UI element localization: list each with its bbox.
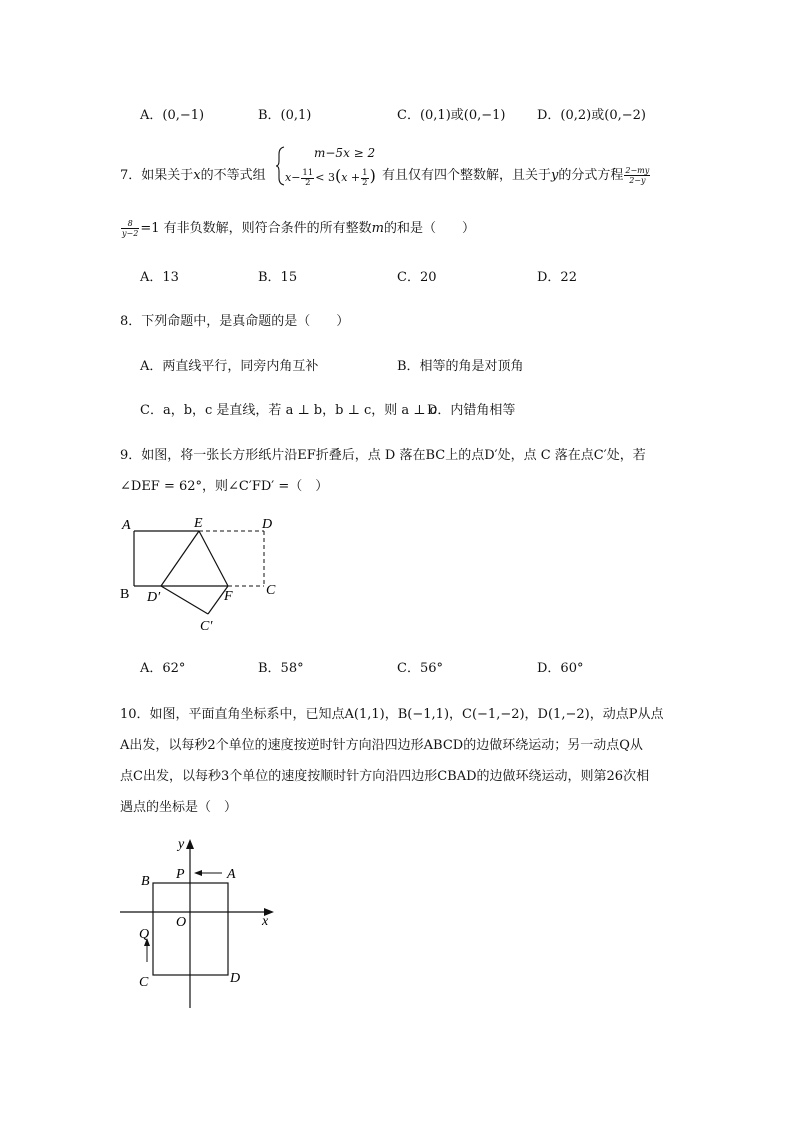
q9-line-1: 9．如图，将一张长方形纸片沿EF折叠后，点 D 落在BC上的点D′处，点 C 落在点C′处，若 bbox=[120, 448, 646, 463]
q10-line-3: 点C出发，以每秒3个单位的速度按顺时针方向沿四边形CBAD的边做环绕运动，则第26次相 bbox=[120, 769, 650, 784]
q7-ineq2-paren-var: x + bbox=[341, 171, 361, 184]
q9-fold-diagram bbox=[110, 510, 295, 635]
q7-ineq2-lhs: x− bbox=[285, 171, 301, 184]
q7-text-1: 的不等式组 bbox=[200, 168, 266, 183]
frac-den: 2 bbox=[362, 177, 368, 188]
q6-option-c: C．(0,1)或(0,−1) bbox=[397, 108, 506, 123]
q9-line-2: ∠DEF = 62°，则∠C′FD′ =（ ） bbox=[120, 479, 329, 494]
q8-option-d: D．内错角相等 bbox=[427, 403, 516, 418]
q7-inequality-1: m−5x ≥ 2 bbox=[314, 146, 376, 160]
q7-text-5: 的和是（ ） bbox=[383, 221, 475, 236]
frac-num: 11 bbox=[302, 167, 314, 178]
q9-label-f: F bbox=[224, 589, 233, 604]
q10-label-b: B bbox=[141, 874, 150, 889]
q9-label-a: A bbox=[122, 518, 131, 533]
q9-label-d-prime: D′ bbox=[147, 590, 161, 605]
q10-label-c: C bbox=[139, 975, 149, 990]
q7-option-b: B．15 bbox=[258, 270, 298, 285]
q10-line-4: 遇点的坐标是（ ） bbox=[120, 800, 238, 815]
frac-num: 1 bbox=[362, 167, 368, 178]
q10-label-a: A bbox=[227, 867, 236, 882]
q9-option-d: D．60° bbox=[537, 661, 584, 676]
q7-line-2 bbox=[120, 217, 475, 238]
q7-paren-open: ( bbox=[334, 166, 342, 185]
q7-prefix: 7．如果关于 bbox=[120, 168, 194, 183]
q7-text-4: =1 有非负数解，则符合条件的所有整数 bbox=[140, 221, 372, 236]
q7-var-x: x bbox=[193, 168, 201, 183]
q7-line-1-rest bbox=[382, 164, 651, 185]
q10-p-arrow-icon bbox=[194, 870, 202, 876]
q10-label-y: y bbox=[178, 837, 185, 852]
q10-line-1: 10．如图，平面直角坐标系中，已知点A(1,1)，B(−1,1)，C(−1,−2)，D(1,−2)，动点P从点 bbox=[120, 707, 664, 722]
q7-text-2: 有且仅有四个整数解，且关于 bbox=[382, 168, 552, 183]
q8-option-c: C．a，b，c 是直线，若 a ⊥ b，b ⊥ c，则 a ⊥ c bbox=[140, 403, 437, 418]
q7-ineq2-frac bbox=[301, 169, 314, 188]
q7-line-1 bbox=[120, 164, 266, 183]
q6-option-a: A．(0,−1) bbox=[140, 108, 205, 123]
q9-label-b: B bbox=[120, 587, 130, 602]
q9-edge-ef bbox=[199, 531, 228, 586]
q9-edge-ed-prime bbox=[161, 531, 199, 586]
q9-label-d: D bbox=[262, 517, 273, 532]
q7-var-m: m bbox=[371, 221, 384, 236]
q9-option-b: B．58° bbox=[258, 661, 304, 676]
frac-den: 2−y bbox=[629, 176, 646, 185]
frac-den: 2 bbox=[305, 177, 311, 188]
q9-option-c: C．56° bbox=[397, 661, 443, 676]
q10-label-d: D bbox=[230, 971, 241, 986]
q7-inequality-2 bbox=[285, 166, 376, 188]
q7-text-3: 的分式方程 bbox=[558, 168, 624, 183]
q6-option-d: D．(0,2)或(0,−2) bbox=[537, 108, 646, 123]
q9-label-c: C bbox=[266, 583, 276, 598]
q7-var-y: y bbox=[551, 168, 559, 183]
frac-num: 8 bbox=[121, 219, 139, 229]
q7-ineq2-paren-frac bbox=[361, 169, 368, 188]
q9-label-e: E bbox=[194, 516, 203, 531]
q8-option-a: A．两直线平行，同旁内角互补 bbox=[140, 359, 319, 374]
q10-y-axis-arrow-icon bbox=[186, 839, 194, 849]
q9-label-c-prime: C′ bbox=[200, 619, 213, 634]
q10-label-o: O bbox=[176, 915, 187, 930]
q10-label-q: Q bbox=[139, 927, 150, 942]
frac-num: 2−my bbox=[625, 166, 650, 175]
q7-fraction-2 bbox=[121, 219, 139, 238]
q7-paren-close: ) bbox=[369, 166, 376, 185]
q6-option-b: B．(0,1) bbox=[258, 108, 312, 123]
q10-coordinate-diagram bbox=[110, 830, 290, 1015]
q8-stem: 8．下列命题中，是真命题的是（ ） bbox=[120, 314, 350, 329]
q10-label-p: P bbox=[176, 867, 185, 882]
q9-option-a: A．62° bbox=[140, 661, 186, 676]
q10-line-2: A出发，以每秒2个单位的速度按逆时针方向沿四边形ABCD的边做环绕运动；另一动点Q从 bbox=[120, 738, 643, 753]
q7-option-d: D．22 bbox=[537, 270, 577, 285]
q8-option-b: B．相等的角是对顶角 bbox=[397, 359, 524, 374]
frac-den: y−2 bbox=[122, 229, 139, 238]
q7-option-a: A．13 bbox=[140, 270, 179, 285]
q7-option-c: C．20 bbox=[397, 270, 437, 285]
q7-ineq2-rel: < 3 bbox=[315, 171, 335, 184]
q9-edge-dp-cp bbox=[161, 586, 208, 614]
q10-label-x: x bbox=[262, 914, 269, 929]
q7-fraction-1 bbox=[624, 166, 650, 185]
